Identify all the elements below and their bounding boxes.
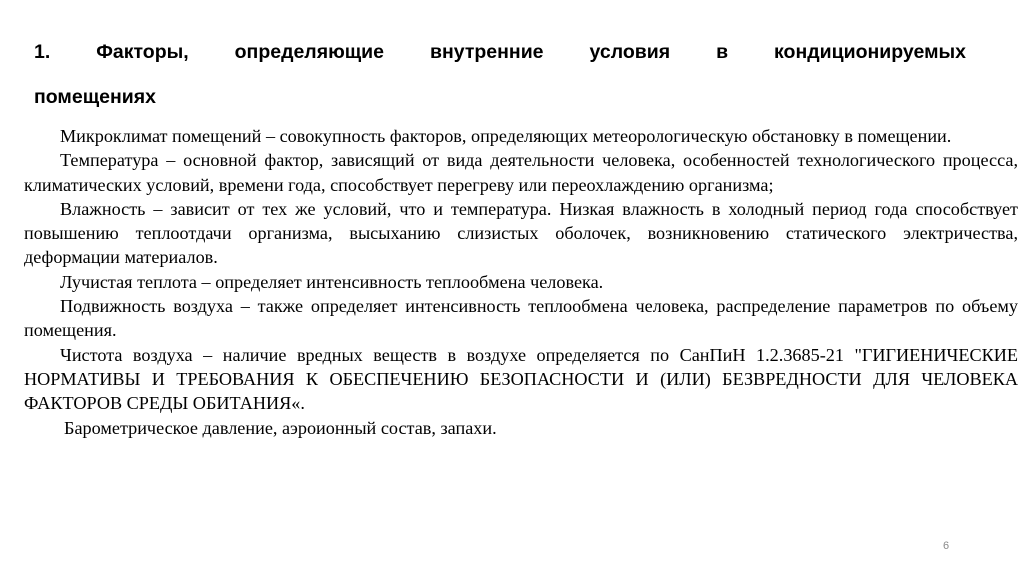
paragraph-microclimate: Микроклимат помещений – совокупность факторов, определяющих метеорологическую обстановку в помещении. — [60, 126, 952, 146]
paragraph-radiant-heat: Лучистая теплота – определяет интенсивность теплообмена человека. — [60, 271, 604, 292]
paragraph-temperature: Температура – основной фактор, зависящий от вида деятельности человека, особенностей технологического процесса, климатических условий, времени года, способствует перегреву или переохлаждению организма; — [24, 150, 1018, 195]
paragraph-humidity: Влажность – зависит от тех же условий, что и температура. Низкая влажность в холодный период года способствует повышению теплоотдачи организма, высыханию слизистых оболочек, возникновению статического электричества, деформации материалов. — [24, 198, 1018, 268]
slide-title — [34, 30, 966, 120]
slide-body — [24, 124, 1018, 440]
page-number: 6 — [942, 540, 950, 552]
paragraph-barometric-pressure: Барометрическое давление, аэроионный состав, запахи. — [64, 417, 497, 438]
paragraph-air-mobility: Подвижность воздуха – также определяет интенсивность теплообмена человека, распределение параметров по объему помещения. — [24, 296, 1018, 341]
paragraph-air-purity: Чистота воздуха – наличие вредных веществ в воздухе определяется по СанПиН 1.2.3685-21 "ГИГИЕНИЧЕСКИЕ НОРМАТИВЫ И ТРЕБОВАНИЯ К ОБЕСПЕЧЕНИЮ БЕЗОПАСНОСТИ И (ИЛИ) БЕЗВРЕДНОСТИ ДЛЯ ЧЕЛОВЕКА ФАКТОРОВ СРЕДЫ ОБИТАНИЯ«. — [24, 344, 1018, 414]
slide-title-line-1: 1. Факторы, определяющие внутренние условия в кондиционируемых — [34, 41, 966, 63]
slide-title-line-2: помещениях — [34, 86, 156, 108]
